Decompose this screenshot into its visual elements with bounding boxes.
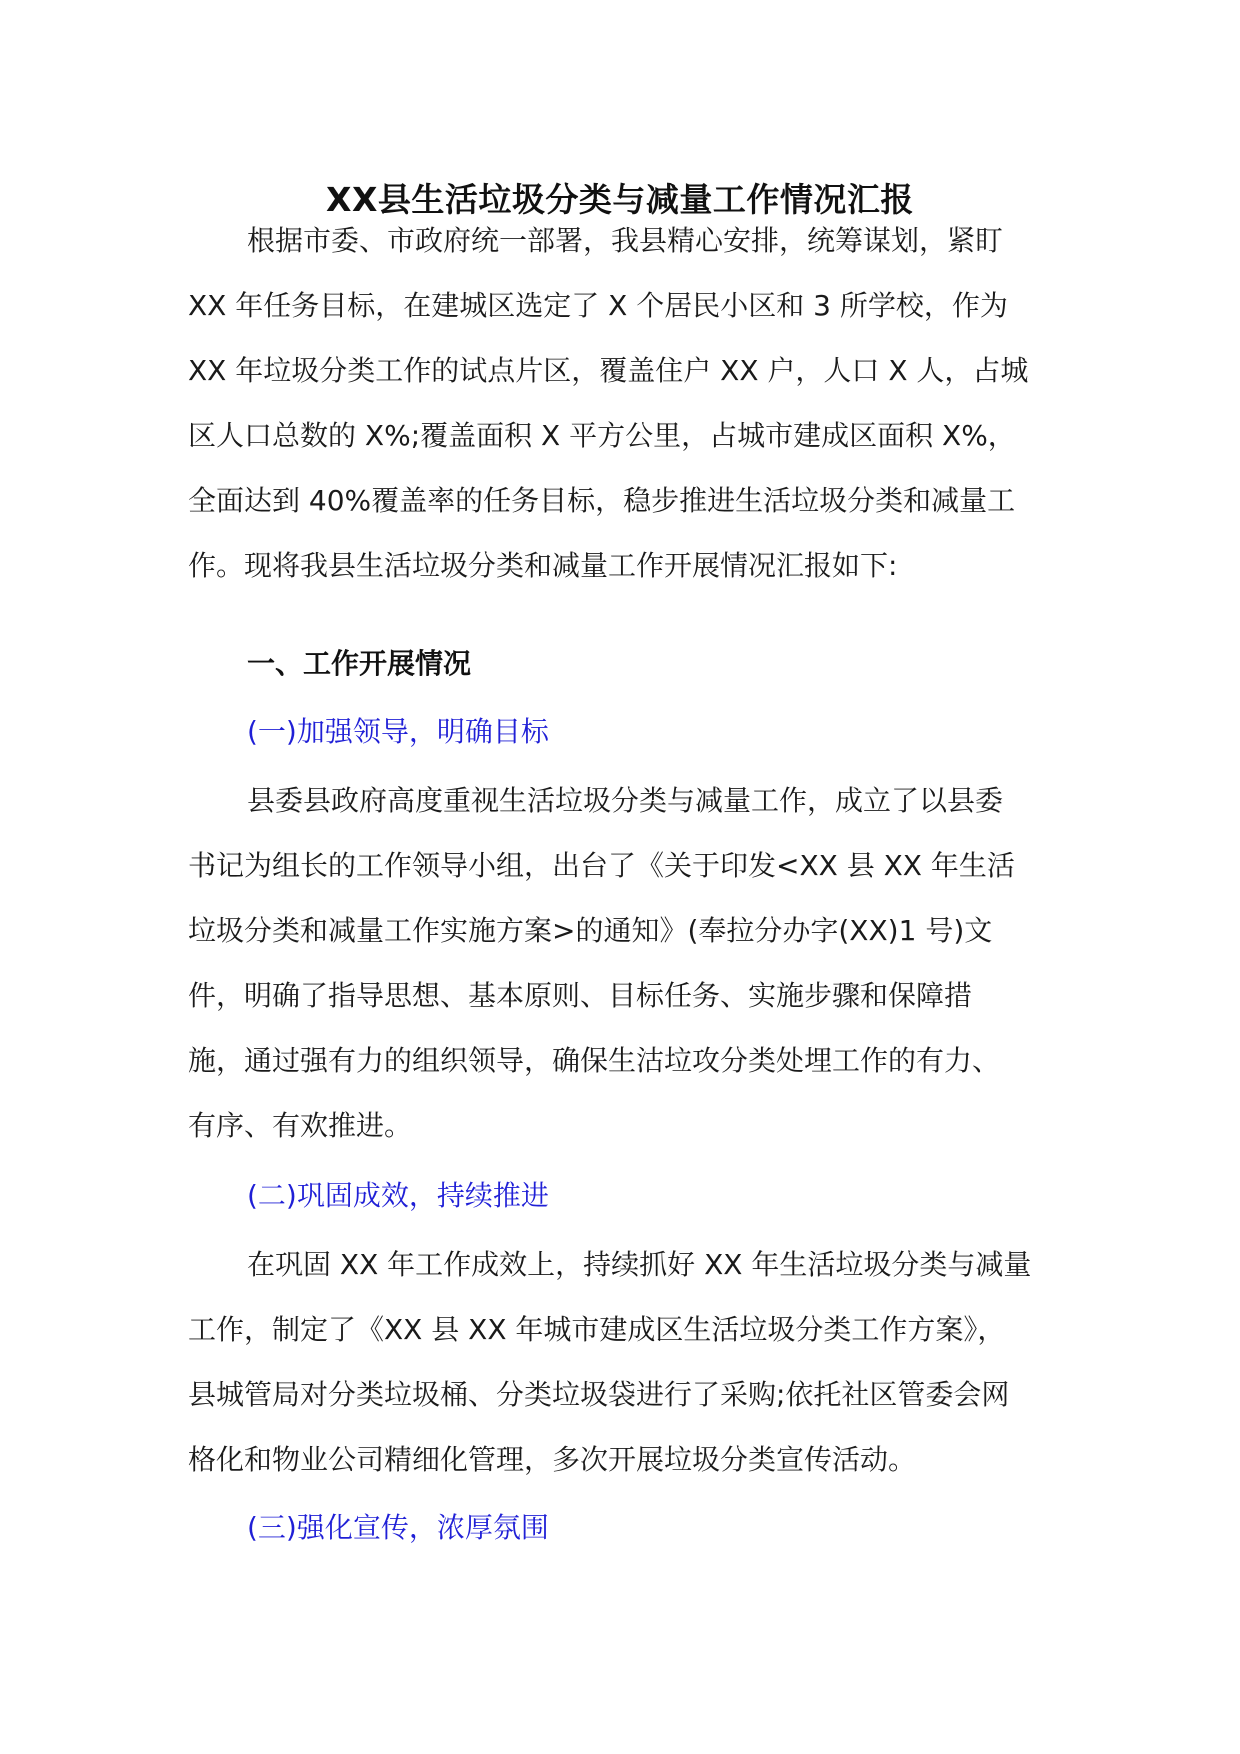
paragraph-line: 工作，制定了《XX 县 XX 年城市建成区生活垃圾分类工作方案》， xyxy=(188,1313,1006,1346)
subsection-heading: (三)强化宣传，浓厚氛围 xyxy=(247,1511,549,1544)
paragraph-line: 根据市委、市政府统一部署，我县精心安排，统筹谋划，紧盯 xyxy=(247,224,1004,257)
subsection-heading: (一)加强领导，明确目标 xyxy=(247,715,549,748)
section-heading: 一、工作开展情况 xyxy=(247,647,472,680)
paragraph-line: 区人口总数的 X%;覆盖面积 X 平方公里，占城市建成区面积 X%， xyxy=(188,419,1016,452)
subsection-2-paragraph xyxy=(188,1232,1050,1492)
paragraph-line: 县委县政府高度重视生活垃圾分类与减量工作，成立了以县委 xyxy=(247,784,1004,817)
subsection-heading: (二)巩固成效，持续推进 xyxy=(247,1179,549,1212)
document-title: XX县生活垃圾分类与减量工作情况汇报 xyxy=(326,180,914,219)
intro-paragraph xyxy=(188,208,1050,598)
paragraph-line: 施，通过强有力的组织领导，确保生沽垃攻分类处埋工作的有力、 xyxy=(188,1044,1001,1077)
paragraph-line: 有序、有欢推进。 xyxy=(188,1109,413,1142)
paragraph-line: 全面达到 40%覆盖率的任务目标，稳步推进生活垃圾分类和减量工 xyxy=(188,484,1016,517)
paragraph-line: 县城管局对分类垃圾桶、分类垃圾袋进行了采购;依托社区管委会网 xyxy=(188,1378,1010,1411)
paragraph-line: 书记为组长的工作领导小组，出台了《关于印发<XX 县 XX 年生活 xyxy=(188,849,1015,882)
paragraph-line: XX 年任务目标，在建城区选定了 X 个居民小区和 3 所学校，作为 xyxy=(188,289,1008,322)
subsection-1-paragraph xyxy=(188,768,1050,1158)
paragraph-line: XX 年垃圾分类工作的试点片区，覆盖住户 XX 户，人口 X 人，占城 xyxy=(188,354,1029,387)
paragraph-line: 在巩固 XX 年工作成效上，持续抓好 XX 年生活垃圾分类与减量 xyxy=(247,1248,1032,1281)
paragraph-line: 格化和物业公司精细化管理，多次开展垃圾分类宣传活动。 xyxy=(188,1443,917,1476)
paragraph-line: 作。现将我县生活垃圾分类和减量工作开展情况汇报如下: xyxy=(188,549,898,582)
paragraph-line: 件，明确了指导思想、基本原则、目标任务、实施步骤和保障措 xyxy=(188,979,973,1012)
paragraph-line: 垃圾分类和减量工作实施方案>的通知》(奉拉分办字(XX)1 号)文 xyxy=(188,914,993,947)
